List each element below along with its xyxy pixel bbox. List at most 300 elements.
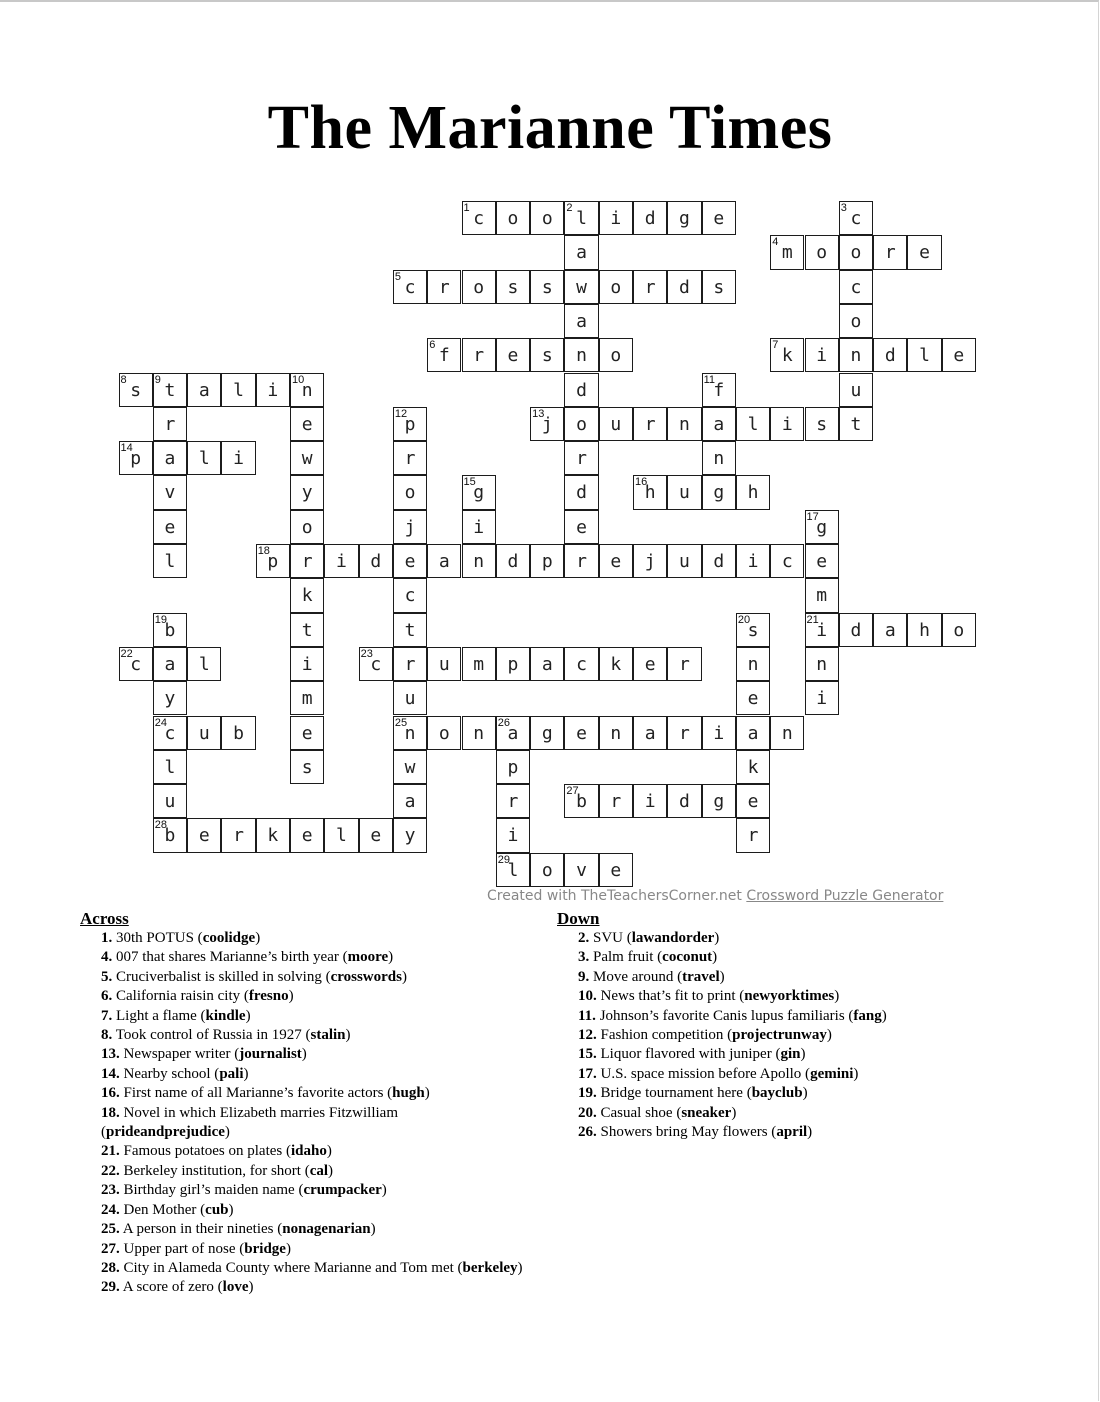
grid-cell[interactable]	[256, 544, 290, 578]
clue-number: 29.	[101, 1279, 120, 1296]
grid-cell[interactable]	[564, 647, 598, 681]
grid-cell[interactable]	[530, 407, 564, 441]
grid-cell[interactable]	[599, 270, 633, 304]
grid-cell[interactable]	[702, 373, 736, 407]
cell-letter: a	[713, 413, 725, 435]
grid-cell[interactable]	[153, 544, 187, 578]
grid-cell[interactable]	[221, 373, 255, 407]
grid-cell[interactable]	[462, 510, 496, 544]
grid-cell[interactable]	[770, 544, 804, 578]
grid-cell[interactable]	[564, 407, 598, 441]
grid-cell[interactable]	[736, 750, 770, 784]
cell-letter: d	[850, 619, 862, 641]
cell-letter: l	[747, 413, 759, 435]
grid-cell[interactable]	[496, 716, 530, 750]
grid-cell[interactable]	[290, 681, 324, 715]
clue-text: Birthday girl’s maiden name (	[123, 1182, 304, 1199]
grid-cell[interactable]	[805, 544, 839, 578]
grid-cell[interactable]	[187, 647, 221, 681]
grid-cell[interactable]	[599, 716, 633, 750]
grid-cell[interactable]	[324, 544, 358, 578]
grid-cell[interactable]	[805, 338, 839, 372]
grid-cell[interactable]	[256, 373, 290, 407]
grid-cell[interactable]	[564, 475, 598, 509]
grid-cell[interactable]	[667, 544, 701, 578]
grid-cell[interactable]	[393, 613, 427, 647]
clue-close: )	[731, 1104, 737, 1121]
clue-answer: prideandprejudice	[106, 1124, 225, 1141]
grid-cell[interactable]	[187, 716, 221, 750]
cell-letter: w	[576, 276, 587, 298]
cell-letter: d	[576, 379, 587, 401]
clue-number: 12	[394, 407, 408, 420]
cell-letter: e	[198, 825, 210, 847]
grid-cell[interactable]	[290, 441, 324, 475]
clue-text: Palm fruit (	[593, 949, 663, 966]
grid-cell[interactable]	[462, 270, 496, 304]
clue-answer: sneaker	[681, 1104, 732, 1121]
cell-letter: r	[884, 242, 896, 264]
cell-letter: d	[679, 276, 690, 298]
grid-cell[interactable]	[667, 475, 701, 509]
grid-cell[interactable]	[805, 647, 839, 681]
grid-cell[interactable]	[359, 544, 393, 578]
grid-cell[interactable]	[290, 647, 324, 681]
clue-answer: coolidge	[202, 930, 256, 946]
grid-cell[interactable]	[667, 407, 701, 441]
grid-cell[interactable]	[633, 647, 667, 681]
grid-cell[interactable]	[839, 373, 873, 407]
grid-cell[interactable]	[633, 407, 667, 441]
grid-cell[interactable]	[393, 750, 427, 784]
cell-letter: r	[438, 276, 450, 298]
cell-letter: a	[747, 722, 759, 744]
clue-number: 1	[463, 202, 470, 214]
cell-letter: s	[301, 756, 313, 778]
grid-cell[interactable]	[564, 201, 598, 235]
grid-cell[interactable]	[530, 647, 564, 681]
clue-answer: love	[222, 1279, 249, 1296]
grid-cell[interactable]	[393, 407, 427, 441]
grid-cell[interactable]	[564, 510, 598, 544]
cell-letter: s	[816, 413, 828, 435]
clue-number: 4	[772, 236, 779, 249]
cell-letter: r	[301, 551, 313, 572]
grid-cell[interactable]	[290, 544, 324, 578]
grid-cell[interactable]	[873, 338, 907, 372]
grid-cell[interactable]	[153, 681, 187, 715]
clue-number: 21	[806, 613, 819, 626]
grid-cell[interactable]	[667, 784, 701, 818]
cell-letter: u	[438, 653, 450, 675]
cell-letter: i	[610, 208, 622, 229]
grid-cell[interactable]	[599, 407, 633, 441]
grid-cell[interactable]	[153, 750, 187, 784]
generator-credit	[487, 888, 943, 904]
grid-cell[interactable]	[462, 201, 496, 235]
cell-letter: i	[816, 688, 828, 710]
grid-cell[interactable]	[393, 578, 427, 612]
grid-cell[interactable]	[907, 235, 941, 269]
grid-cell[interactable]	[221, 818, 255, 852]
grid-cell[interactable]	[805, 510, 839, 544]
grid-cell[interactable]	[462, 475, 496, 509]
grid-cell[interactable]	[393, 510, 427, 544]
cell-letter: a	[884, 619, 896, 641]
grid-cell[interactable]	[839, 235, 873, 269]
grid-cell[interactable]	[153, 407, 187, 441]
cell-letter: n	[713, 448, 725, 470]
clue-item	[80, 1181, 530, 1200]
grid-cell[interactable]	[736, 475, 770, 509]
grid-cell[interactable]	[496, 201, 530, 235]
clue-number: 20.	[578, 1104, 597, 1121]
grid-cell[interactable]	[736, 681, 770, 715]
grid-cell[interactable]	[702, 201, 736, 235]
grid-cell[interactable]	[153, 613, 187, 647]
grid-cell[interactable]	[839, 338, 873, 372]
grid-cell[interactable]	[496, 544, 530, 578]
cell-letter: e	[747, 791, 759, 813]
grid-cell[interactable]	[942, 613, 976, 647]
cell-letter: r	[164, 413, 176, 435]
grid-cell[interactable]	[564, 235, 598, 269]
cell-letter: n	[301, 379, 313, 401]
cell-letter: l	[507, 859, 519, 881]
grid-cell[interactable]	[427, 270, 461, 304]
grid-cell[interactable]	[359, 818, 393, 852]
clue-close: )	[224, 1124, 230, 1141]
grid-cell[interactable]	[873, 613, 907, 647]
cell-letter: e	[301, 722, 313, 744]
grid-cell[interactable]	[153, 716, 187, 750]
grid-cell[interactable]	[599, 647, 633, 681]
grid-cell[interactable]	[530, 270, 564, 304]
cell-letter: o	[816, 242, 828, 264]
cell-letter: y	[301, 482, 313, 504]
cell-letter: n	[679, 413, 690, 435]
generator-link[interactable]: Crossword Puzzle Generator	[746, 888, 944, 904]
grid-cell[interactable]	[290, 407, 324, 441]
cell-letter: h	[747, 482, 759, 504]
grid-cell[interactable]	[633, 544, 667, 578]
grid-cell[interactable]	[702, 784, 736, 818]
grid-cell[interactable]	[564, 270, 598, 304]
clue-item	[80, 1201, 530, 1220]
clue-text: Johnson’s favorite Canis lupus familiaris (	[599, 1007, 854, 1024]
across-clue-list	[80, 929, 530, 1298]
grid-cell[interactable]	[736, 407, 770, 441]
clue-text: A person in their nineties (	[122, 1221, 283, 1238]
grid-cell[interactable]	[702, 441, 736, 475]
grid-cell[interactable]	[839, 407, 873, 441]
clue-answer: idaho	[290, 1143, 327, 1160]
clue-number: 9.	[578, 968, 590, 985]
cell-letter: e	[610, 859, 622, 881]
grid-cell[interactable]	[530, 338, 564, 372]
clue-number: 19.	[578, 1085, 597, 1102]
grid-cell[interactable]	[564, 304, 598, 338]
clue-number: 21.	[101, 1143, 120, 1160]
grid-cell[interactable]	[805, 613, 839, 647]
grid-cell[interactable]	[393, 441, 427, 475]
grid-cell[interactable]	[496, 818, 530, 852]
grid-cell[interactable]	[805, 578, 839, 612]
grid-cell[interactable]	[839, 201, 873, 235]
grid-cell[interactable]	[873, 235, 907, 269]
grid-cell[interactable]	[702, 544, 736, 578]
clue-number: 3	[840, 202, 847, 214]
grid-cell[interactable]	[427, 647, 461, 681]
grid-cell[interactable]	[290, 716, 324, 750]
clue-item	[557, 1045, 1037, 1064]
grid-cell[interactable]	[290, 613, 324, 647]
grid-cell[interactable]	[393, 716, 427, 750]
clue-item	[80, 929, 530, 948]
clue-number: 15	[463, 476, 476, 489]
grid-cell[interactable]	[119, 373, 153, 407]
grid-cell[interactable]	[153, 373, 187, 407]
clue-number: 23.	[101, 1182, 120, 1199]
grid-cell[interactable]	[462, 647, 496, 681]
grid-cell[interactable]	[427, 338, 461, 372]
grid-cell[interactable]	[427, 716, 461, 750]
clue-text: Novel in which Elizabeth marries Fitzwilliam (	[101, 1104, 399, 1141]
grid-cell[interactable]	[496, 647, 530, 681]
clue-number: 5	[394, 270, 402, 283]
grid-cell[interactable]	[770, 407, 804, 441]
clue-number: 7.	[101, 1007, 113, 1024]
grid-cell[interactable]	[770, 235, 804, 269]
grid-cell[interactable]	[839, 270, 873, 304]
grid-cell[interactable]	[702, 475, 736, 509]
cell-letter: l	[919, 345, 930, 367]
grid-cell[interactable]	[907, 613, 941, 647]
grid-cell[interactable]	[564, 784, 598, 818]
grid-cell[interactable]	[839, 304, 873, 338]
cell-letter: e	[301, 825, 313, 847]
cell-letter: e	[816, 551, 828, 572]
clue-item	[557, 1026, 1037, 1045]
grid-cell[interactable]	[770, 716, 804, 750]
grid-cell[interactable]	[153, 441, 187, 475]
grid-cell[interactable]	[530, 544, 564, 578]
grid-cell[interactable]	[324, 818, 358, 852]
grid-cell[interactable]	[599, 853, 633, 887]
grid-cell[interactable]	[187, 373, 221, 407]
clue-close: )	[719, 968, 725, 985]
grid-cell[interactable]	[564, 338, 598, 372]
cell-letter: e	[644, 653, 656, 675]
grid-cell[interactable]	[736, 716, 770, 750]
cell-letter: e	[576, 722, 587, 744]
grid-cell[interactable]	[393, 475, 427, 509]
grid-cell[interactable]	[736, 613, 770, 647]
grid-cell[interactable]	[153, 818, 187, 852]
cell-letter: l	[198, 448, 210, 470]
grid-cell[interactable]	[153, 784, 187, 818]
grid-cell[interactable]	[839, 613, 873, 647]
grid-cell[interactable]	[221, 716, 255, 750]
cell-letter: u	[198, 722, 210, 744]
grid-cell[interactable]	[462, 716, 496, 750]
grid-cell[interactable]	[496, 784, 530, 818]
grid-cell[interactable]	[462, 338, 496, 372]
grid-cell[interactable]	[564, 716, 598, 750]
grid-cell[interactable]	[393, 681, 427, 715]
grid-cell[interactable]	[564, 441, 598, 475]
grid-cell[interactable]	[153, 510, 187, 544]
grid-cell[interactable]	[187, 441, 221, 475]
clue-close: )	[800, 1046, 806, 1063]
cell-letter: a	[644, 722, 656, 744]
clue-item	[557, 968, 1037, 987]
grid-cell[interactable]	[290, 510, 324, 544]
grid-cell[interactable]	[530, 716, 564, 750]
grid-cell[interactable]	[736, 647, 770, 681]
clue-text: SVU (	[593, 930, 632, 946]
cell-letter: i	[781, 413, 793, 435]
clue-text: Newspaper writer (	[123, 1046, 240, 1063]
grid-cell[interactable]	[462, 544, 496, 578]
cell-letter: i	[507, 825, 519, 847]
cell-letter: b	[164, 825, 176, 847]
clue-item	[557, 929, 1037, 948]
grid-cell[interactable]	[633, 716, 667, 750]
cell-letter: n	[816, 653, 828, 675]
grid-cell[interactable]	[736, 818, 770, 852]
grid-cell[interactable]	[496, 338, 530, 372]
grid-cell[interactable]	[633, 784, 667, 818]
grid-cell[interactable]	[393, 818, 427, 852]
grid-cell[interactable]	[119, 647, 153, 681]
grid-cell[interactable]	[805, 235, 839, 269]
cell-letter: o	[473, 276, 485, 298]
cell-letter: r	[644, 413, 656, 435]
grid-cell[interactable]	[667, 270, 701, 304]
grid-cell[interactable]	[736, 544, 770, 578]
clue-answer: crosswords	[330, 968, 402, 985]
grid-cell[interactable]	[702, 407, 736, 441]
grid-cell[interactable]	[290, 475, 324, 509]
cell-letter: a	[507, 722, 519, 744]
grid-cell[interactable]	[599, 544, 633, 578]
grid-cell[interactable]	[667, 647, 701, 681]
grid-cell[interactable]	[667, 716, 701, 750]
grid-cell[interactable]	[496, 270, 530, 304]
grid-cell[interactable]	[633, 475, 667, 509]
cell-letter: a	[404, 791, 416, 813]
grid-cell[interactable]	[153, 647, 187, 681]
cell-letter: k	[781, 345, 793, 367]
cell-letter: k	[267, 825, 279, 847]
grid-cell[interactable]	[805, 681, 839, 715]
grid-cell[interactable]	[667, 201, 701, 235]
cell-letter: i	[336, 551, 347, 572]
clue-answer: hugh	[392, 1085, 425, 1102]
cell-letter: b	[576, 791, 587, 813]
clue-number: 28	[154, 819, 168, 832]
cell-letter: f	[713, 379, 725, 401]
grid-cell[interactable]	[359, 647, 393, 681]
grid-cell[interactable]	[496, 853, 530, 887]
grid-cell[interactable]	[496, 750, 530, 784]
cell-letter: n	[781, 722, 793, 744]
grid-cell[interactable]	[633, 201, 667, 235]
grid-cell[interactable]	[702, 270, 736, 304]
grid-cell[interactable]	[187, 818, 221, 852]
clue-close: )	[714, 930, 720, 946]
cell-letter: e	[610, 551, 622, 572]
grid-cell[interactable]	[564, 544, 598, 578]
grid-cell[interactable]	[393, 647, 427, 681]
clue-close: )	[326, 1143, 332, 1160]
clue-close: )	[370, 1221, 376, 1238]
cell-letter: e	[164, 516, 176, 538]
grid-cell[interactable]	[599, 338, 633, 372]
clue-number: 2	[566, 202, 573, 214]
clue-text: California raisin city (	[116, 988, 249, 1005]
cell-letter: p	[507, 653, 519, 675]
cell-letter: i	[816, 619, 828, 641]
clue-text: Liquor flavored with juniper (	[600, 1046, 781, 1063]
grid-cell[interactable]	[290, 750, 324, 784]
cell-letter: u	[679, 551, 690, 572]
clue-number: 26.	[578, 1124, 597, 1141]
grid-cell[interactable]	[770, 338, 804, 372]
grid-cell[interactable]	[256, 818, 290, 852]
across-clues	[80, 909, 530, 1298]
clue-text: News that’s fit to print (	[600, 988, 745, 1005]
grid-cell[interactable]	[633, 270, 667, 304]
cell-letter: u	[164, 791, 176, 813]
grid-cell[interactable]	[702, 716, 736, 750]
credit-text: Created with TheTeachersCorner.net	[487, 888, 747, 904]
clue-text: Move around (	[593, 968, 683, 985]
grid-cell[interactable]	[393, 784, 427, 818]
clue-answer: kindle	[205, 1007, 246, 1024]
cell-letter: i	[301, 653, 313, 675]
grid-cell[interactable]	[942, 338, 976, 372]
cell-letter: n	[576, 345, 587, 367]
grid-cell[interactable]	[393, 544, 427, 578]
cell-letter: t	[850, 413, 862, 435]
cell-letter: o	[610, 276, 622, 298]
grid-cell[interactable]	[427, 544, 461, 578]
grid-cell[interactable]	[599, 201, 633, 235]
cell-letter: r	[233, 825, 244, 847]
cell-letter: l	[336, 825, 347, 847]
grid-cell[interactable]	[153, 475, 187, 509]
grid-cell[interactable]	[119, 441, 153, 475]
grid-cell[interactable]	[907, 338, 941, 372]
grid-cell[interactable]	[530, 201, 564, 235]
grid-cell[interactable]	[805, 407, 839, 441]
cell-letter: i	[473, 516, 485, 538]
grid-cell[interactable]	[564, 373, 598, 407]
grid-cell[interactable]	[530, 853, 564, 887]
grid-cell[interactable]	[290, 373, 324, 407]
grid-cell[interactable]	[290, 578, 324, 612]
grid-cell[interactable]	[599, 784, 633, 818]
grid-cell[interactable]	[736, 784, 770, 818]
grid-cell[interactable]	[221, 441, 255, 475]
grid-cell[interactable]	[290, 818, 324, 852]
grid-cell[interactable]	[564, 853, 598, 887]
grid-cell[interactable]	[393, 270, 427, 304]
clue-close: )	[517, 1259, 523, 1276]
cell-letter: l	[164, 551, 176, 572]
